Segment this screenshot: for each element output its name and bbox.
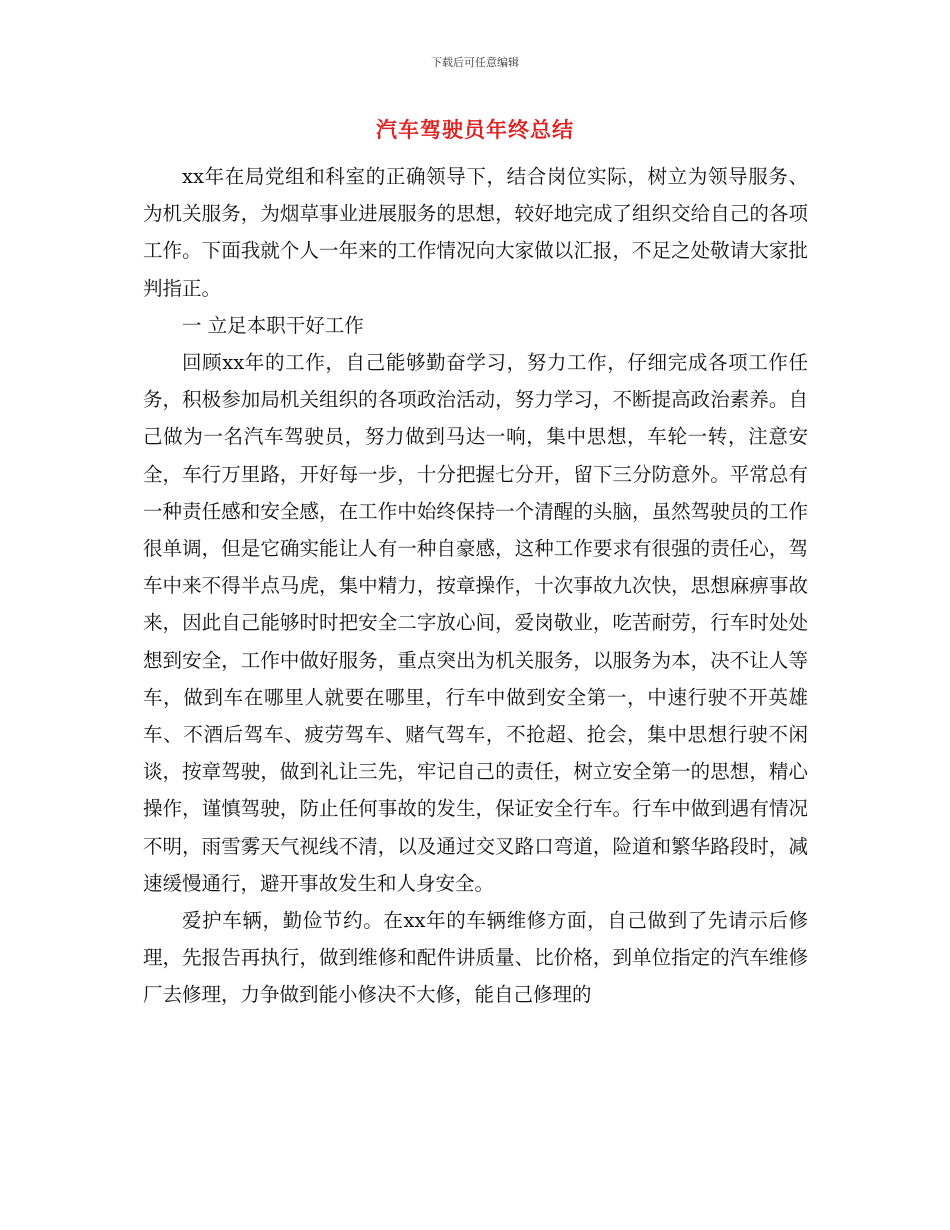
section-heading: 一 立足本职干好工作 <box>182 313 364 337</box>
paragraph-vehicle-care: 爱护车辆，勤俭节约。在xx年的车辆维修方面，自己做到了先请示后修理，先报告再执行，做到维修和配件讲质量、比价格，到单位指定的汽车维修厂去修理，力争做到能小修决不大修，能自己修理的 <box>143 909 808 1007</box>
document-body <box>143 158 808 1014</box>
header-note: 下载后可任意编辑 <box>431 56 519 69</box>
paragraph-intro: xx年在局党组和科室的正确领导下，结合岗位实际，树立为领导服务、为机关服务，为烟草事业进展服务的思想，较好地完成了组织交给自己的各项工作。下面我就个人一年来的工作情况向大家做以汇报，不足之处敬请大家批判指正。 <box>143 165 808 300</box>
paragraph-review: 回顾xx年的工作，自己能够勤奋学习，努力工作，仔细完成各项工作任务，积极参加局机关组织的各项政治活动，努力学习，不断提高政治素养。自己做为一名汽车驾驶员，努力做到马达一响，集中思想，车轮一转，注意安全，车行万里路，开好每一步，十分把握七分开，留下三分防意外。平常总有一种责任感和安全感，在工作中始终保持一个清醒的头脑，虽然驾驶员的工作很单调，但是它确实能让人有一种自豪感，这种工作要求有很强的责任心，驾车中来不得半点马虎，集中精力，按章操作，十次事故九次快，思想麻痹事故来，因此自己能够时时把安全二字放心间，爱岗敬业，吃苦耐劳，行车时处处想到安全，工作中做好服务，重点突出为机关服务，以服务为本，决不让人等车，做到车在哪里人就要在哪里，行车中做到安全第一，中速行驶不开英雄车、不酒后驾车、疲劳驾车、赌气驾车，不抢超、抢会，集中思想行驶不闲谈，按章驾驶，做到礼让三先，牢记自己的责任，树立安全第一的思想，精心操作，谨慎驾驶，防止任何事故的发生，保证安全行车。行车中做到遇有情况不明，雨雪雾天气视线不清，以及通过交叉路口弯道，险道和繁华路段时，减速缓慢通行，避开事故发生和人身安全。 <box>143 351 808 895</box>
document-title: 汽车驾驶员年终总结 <box>376 117 574 142</box>
